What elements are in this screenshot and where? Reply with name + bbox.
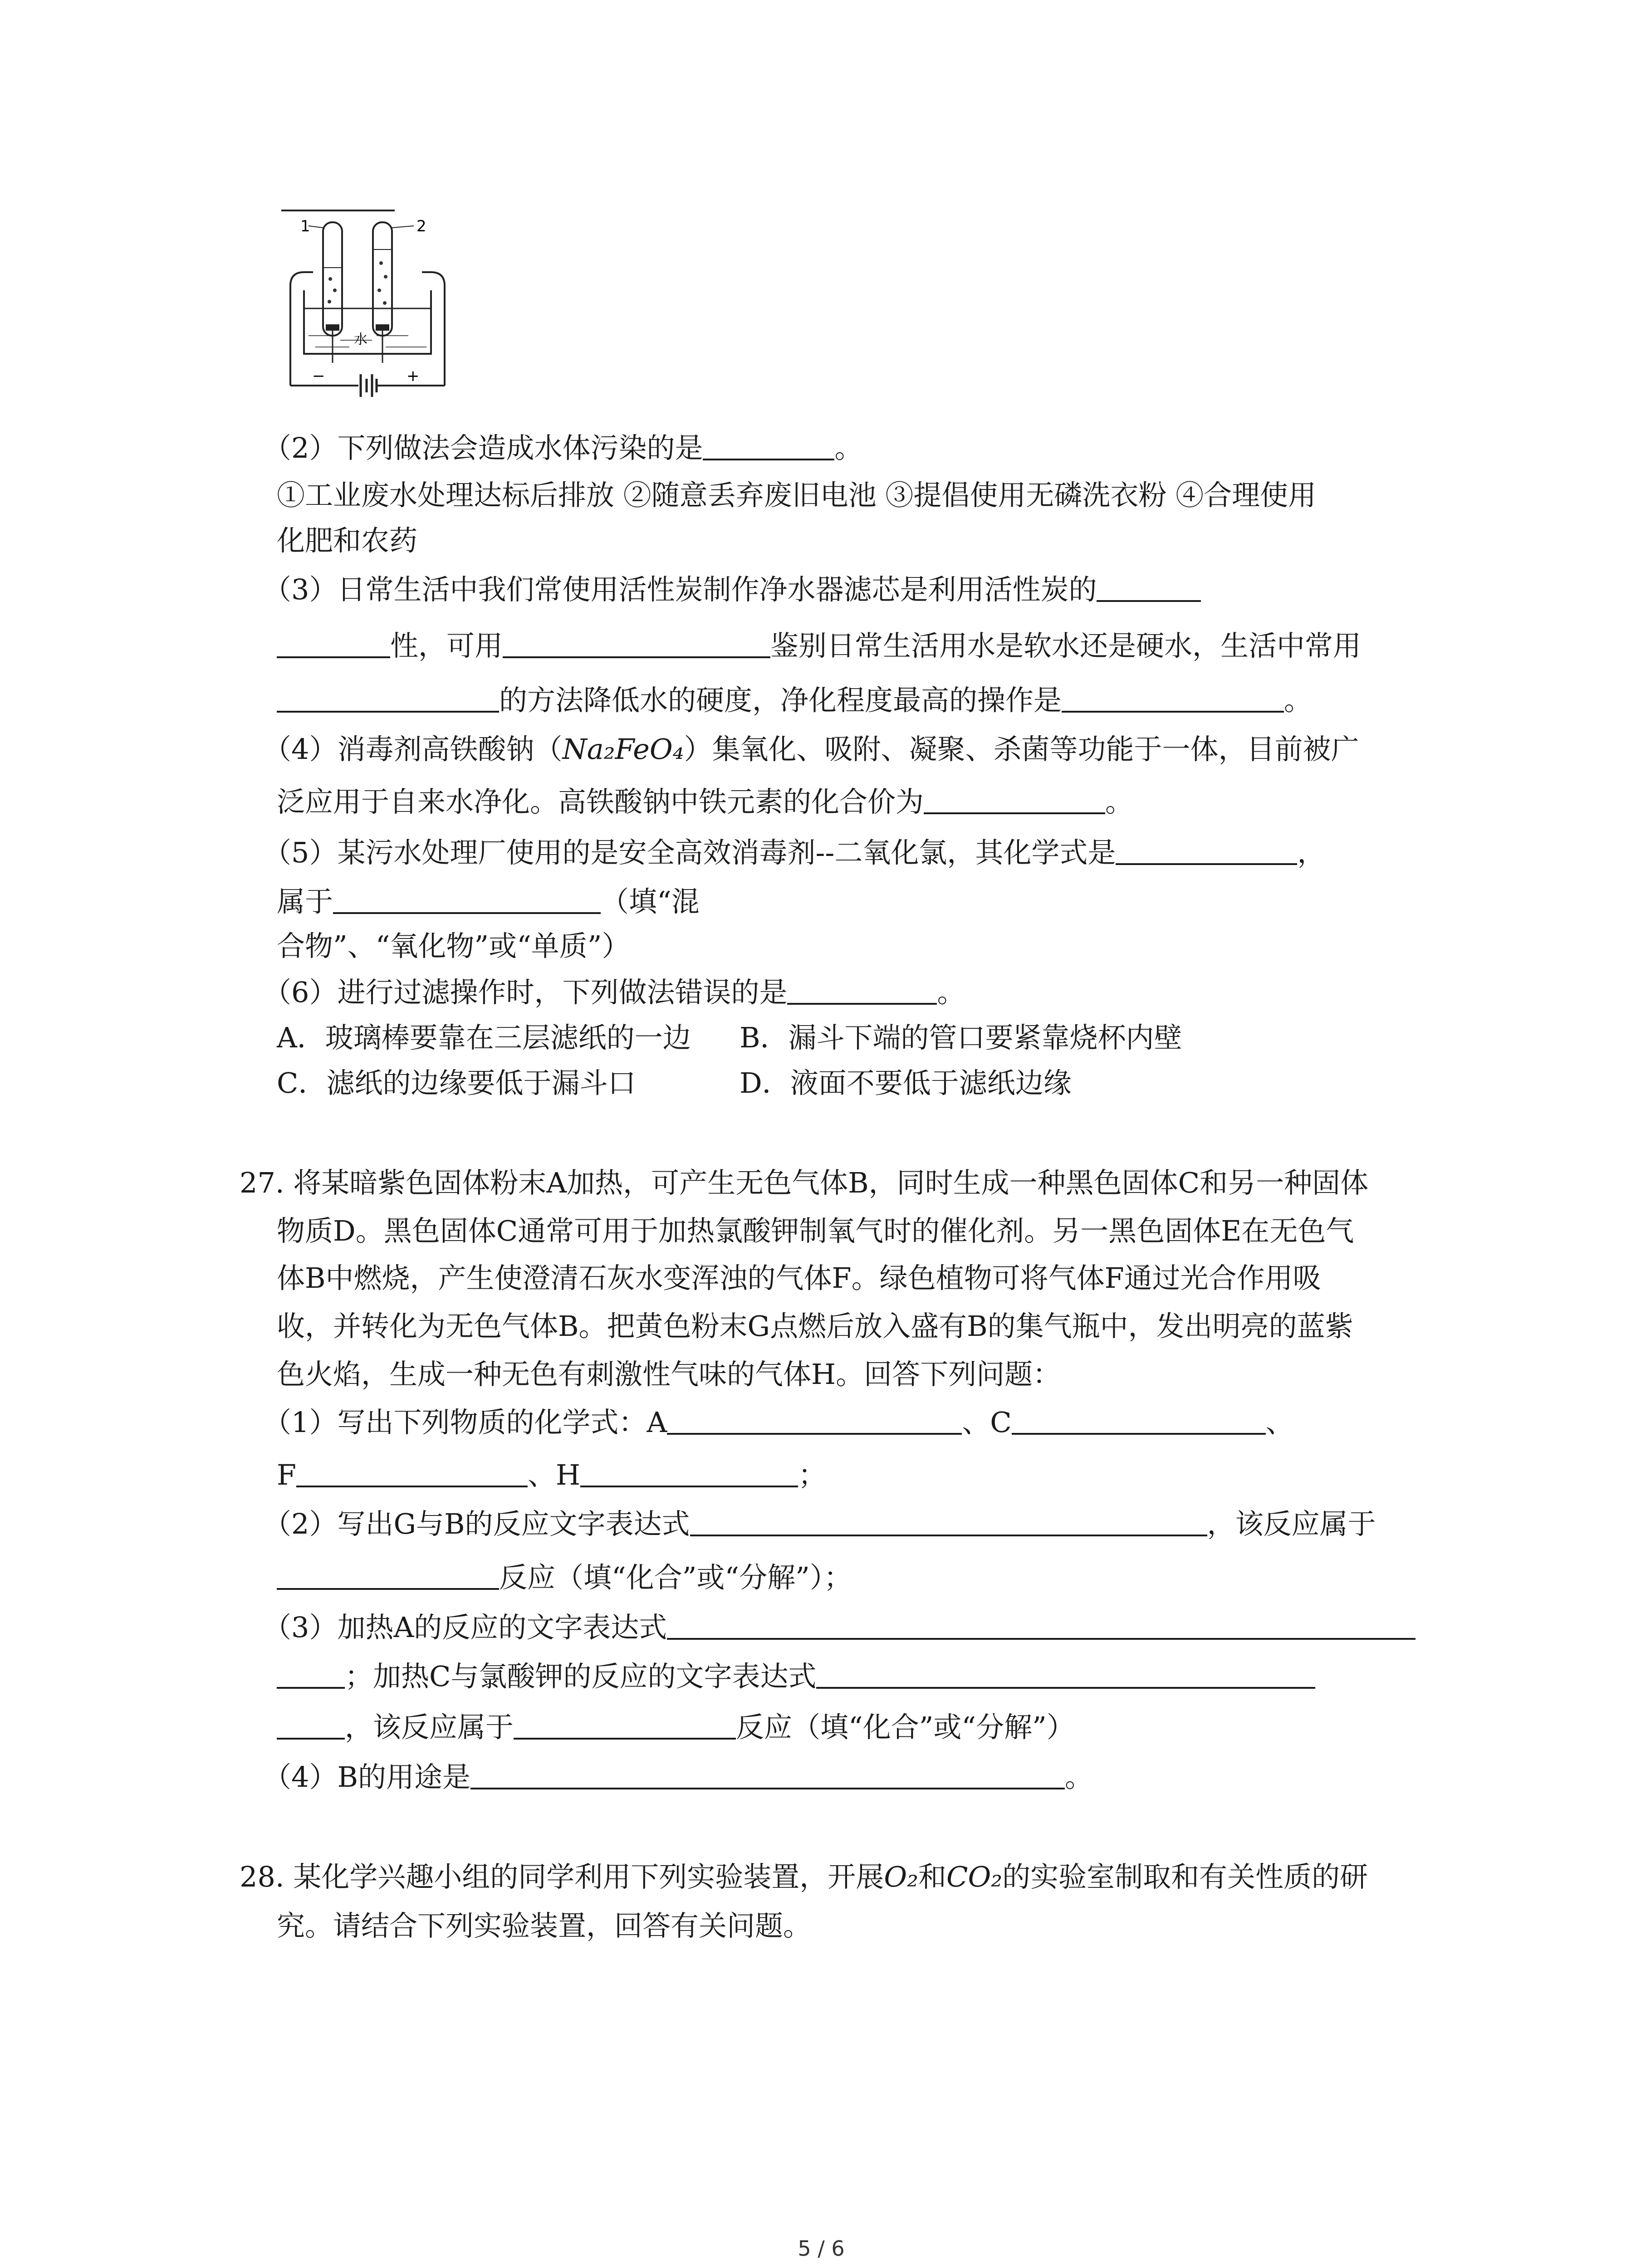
tube-label-1: 1 [300, 217, 310, 235]
answer-blank[interactable] [277, 1710, 345, 1740]
answer-blank[interactable] [1116, 835, 1297, 865]
q27-part2-line2: 反应（填“化合”或“分解”）； [277, 1559, 852, 1597]
answer-blank[interactable] [296, 1457, 528, 1487]
option-a: A．玻璃棒要靠在三层滤纸的一边 [277, 1021, 691, 1054]
q26-part3-line2: 性，可用 鉴别日常生活用水是软水还是硬水，生活中常用 [277, 627, 1361, 665]
q26-part3-line1: （3）日常生活中我们常使用活性炭制作净水器滤芯是利用活性炭的 [263, 571, 1201, 609]
q27-part1-line1: （1）写出下列物质的化学式：A 、C 、 [263, 1406, 1294, 1439]
answer-blank[interactable] [667, 1610, 1416, 1640]
q28-stem-line1: 28. 某化学兴趣小组的同学利用下列实验装置，开展O₂和CO₂的实验室制取和有关性质的研 [240, 1860, 1368, 1893]
q26-part2-options-line2: 化肥和农药 [277, 524, 418, 557]
answer-blank[interactable] [333, 884, 601, 914]
answer-blank[interactable] [277, 1659, 345, 1689]
q27-part4: （4）B的用途是 。 [263, 1760, 1093, 1794]
q26-part5-line3: 合物”、“氧化物”或“单质”） [277, 929, 630, 963]
q27-stem-line5: 色火焰，生成一种无色有刺激性气味的气体H。回答下列问题： [277, 1358, 1061, 1391]
carbon-dioxide-formula: CO₂ [946, 1860, 1003, 1893]
terminal-minus-label: − [312, 367, 325, 385]
q26-part3-line3: 的方法降低水的硬度，净化程度最高的操作是 。 [277, 681, 1312, 719]
answer-blank[interactable] [924, 784, 1105, 814]
answer-blank[interactable] [816, 1659, 1315, 1689]
answer-blank[interactable] [667, 1405, 962, 1435]
q26-part2: （2）下列做法会造成水体污染的是 。 [263, 431, 863, 464]
q27-stem-line3: 体B中燃烧，产生使澄清石灰水变浑浊的气体F。绿色植物可将气体F通过光合作用吸 [277, 1261, 1321, 1295]
q26-part5-line2: 属于 （填“混 [277, 885, 700, 918]
answer-blank[interactable] [580, 1457, 798, 1487]
sodium-ferrate-formula: Na₂FeO₄ [562, 733, 684, 766]
answer-blank[interactable] [703, 430, 834, 460]
q27-stem-line4: 收，并转化为无色气体B。把黄色粉末G点燃后放入盛有B的集气瓶中，发出明亮的蓝紫 [277, 1310, 1353, 1343]
terminal-plus-label: + [407, 367, 420, 385]
option-d: D．液面不要低于滤纸边缘 [740, 1066, 1072, 1100]
answer-blank[interactable] [503, 628, 770, 658]
q26-part2-options-line1: ①工业废水处理达标后排放 ②随意丢弃废旧电池 ③提倡使用无磷洗衣粉 ④合理使用 [277, 479, 1317, 512]
answer-blank[interactable] [470, 1760, 1065, 1789]
answer-blank[interactable] [690, 1506, 1207, 1536]
electrolysis-apparatus-diagram [272, 200, 463, 413]
q27-stem-line2: 物质D。黑色固体C通常可用于加热氯酸钾制氧气时的催化剂。另一黑色固体E在无色气 [277, 1214, 1354, 1247]
answer-blank[interactable] [277, 1560, 499, 1590]
answer-blank[interactable] [277, 628, 390, 658]
answer-blank[interactable] [277, 683, 499, 713]
q26-part5-line1: （5）某污水处理厂使用的是安全高效消毒剂--二氧化氯，其化学式是 ， [263, 836, 1326, 869]
q27-part1-line2: F 、H ； [277, 1458, 827, 1491]
q27-part3-line1: （3）加热A的反应的文字表达式 [263, 1608, 1416, 1647]
q26-part6: （6）进行过滤操作时，下列做法错误的是 。 [263, 976, 965, 1009]
oxygen-formula: O₂ [884, 1860, 918, 1893]
tube-label-2: 2 [416, 217, 426, 235]
q26-part4-line1: （4）消毒剂高铁酸钠（Na₂FeO₄）集氧化、吸附、凝聚、杀菌等功能于一体，目前被广 [263, 733, 1359, 766]
q27-stem-line1: 27. 将某暗紫色固体粉末A加热，可产生无色气体B，同时生成一种黑色固体C和另一种固体 [240, 1166, 1369, 1199]
q26-part4-line2: 泛应用于自来水净化。高铁酸钠中铁元素的化合价为 。 [277, 785, 1134, 818]
q26-part6-options-cd [277, 1064, 1072, 1102]
option-c: C．滤纸的边缘要低于漏斗口 [277, 1066, 636, 1100]
answer-blank[interactable] [1062, 683, 1284, 713]
q27-part3-line3: ，该反应属于 反应（填“化合”或“分解”） [277, 1708, 1075, 1746]
q26-part6-options-ab [277, 1019, 1182, 1057]
option-b: B．漏斗下端的管口要紧靠烧杯内壁 [740, 1021, 1182, 1054]
answer-blank[interactable] [1097, 572, 1201, 602]
page-number: 5 / 6 [798, 2236, 845, 2261]
answer-blank[interactable] [1012, 1405, 1266, 1435]
answer-blank[interactable] [787, 975, 937, 1005]
q28-stem-line2: 究。请结合下列实验装置，回答有关问题。 [277, 1909, 812, 1942]
water-label: 水 [354, 332, 367, 347]
q27-part2-line1: （2）写出G与B的反应文字表达式 ，该反应属于 [263, 1507, 1376, 1540]
answer-blank[interactable] [514, 1710, 736, 1740]
q27-part3-line2: ；加热C与氯酸钾的反应的文字表达式 [277, 1657, 1315, 1696]
